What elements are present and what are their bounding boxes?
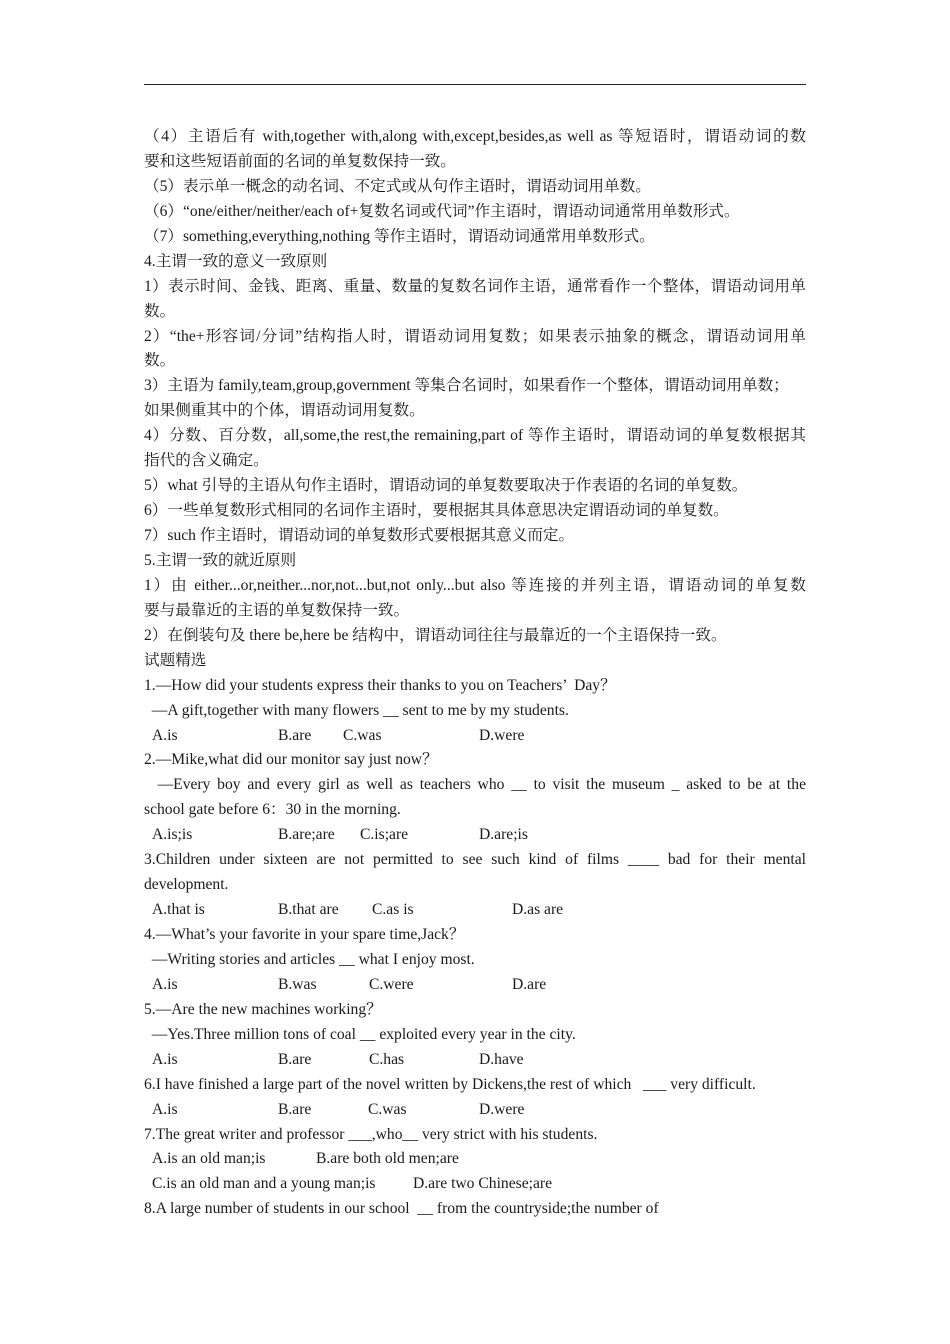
option-a: A.is [152, 1050, 178, 1068]
question-stem: 4.—What’s your favorite in your spare time,Jack？ [144, 926, 465, 943]
question-text: —Writing stories and articles __ what I enjoy most. [144, 950, 475, 968]
option-b: B.are [278, 1050, 312, 1068]
question-stem: 1.—How did your students express their thanks to you on Teachers’ Day？ [144, 676, 616, 694]
question-text: —Every boy and every girl as well as teachers who __ to visit the museum _ asked to be at the [144, 776, 806, 794]
option-c: C.is;are [360, 826, 409, 844]
text-line: 4）分数、百分数，all,some,the rest,the remaining,part of 等作主语时，谓语动词的单复数根据其 [144, 427, 806, 445]
option-a: A.is [152, 975, 178, 993]
option-b: B.are [278, 1100, 312, 1118]
question-text: —A gift,together with many flowers __ sent to me by my students. [144, 701, 569, 719]
section-heading: 4.主谓一致的意义一致原则 [144, 252, 328, 270]
answer-options [144, 724, 814, 749]
option-d: D.were [479, 726, 525, 744]
text-line: 要与最靠近的主语的单复数保持一致。 [144, 601, 410, 619]
question-stem: 5.—Are the new machines working？ [144, 1000, 382, 1018]
answer-options [144, 1098, 814, 1123]
option-d: D.have [479, 1050, 524, 1068]
text-line: （4）主语后有 with,together with,along with,except,besides,as well as 等短语时，谓语动词的数 [144, 128, 806, 145]
option-a: A.is [152, 726, 178, 744]
question-stem: 7.The great writer and professor ___,who__ very strict with his students. [144, 1125, 598, 1143]
answer-options [144, 1147, 814, 1172]
answer-options [144, 898, 814, 923]
option-b: B.was [278, 975, 317, 993]
text-line: 1）由 either...or,neither...nor,not...but,not only...but also 等连接的并列主语，谓语动词的单复数 [144, 576, 806, 594]
text-line: 1）表示时间、金钱、距离、重量、数量的复数名词作主语，通常看作一个整体，谓语动词用单 [144, 277, 806, 295]
option-b: B.are;are [278, 826, 335, 844]
question-stem: 2.—Mike,what did our monitor say just now？ [144, 751, 438, 769]
option-c: C.as is [372, 901, 414, 919]
option-d: D.are;is [479, 826, 528, 844]
option-a: A.is an old man;is [152, 1150, 266, 1168]
option-d: D.are [512, 975, 547, 993]
option-a: A.is;is [152, 826, 193, 844]
answer-options [144, 973, 814, 998]
option-b: B.are [278, 726, 312, 744]
option-c: C.is an old man and a young man;is [152, 1175, 376, 1193]
option-a: A.that is [152, 901, 205, 919]
text-line: 5）what 引导的主语从句作主语时，谓语动词的单复数要取决于作表语的名词的单复数。 [144, 477, 748, 495]
option-c: C.was [368, 1100, 407, 1118]
text-line: 要和这些短语前面的名词的单复数保持一致。 [144, 152, 456, 170]
answer-options [144, 1172, 814, 1197]
option-b: B.are both old men;are [316, 1150, 459, 1168]
text-line: （7）something,everything,nothing 等作主语时，谓语动词通常用单数形式。 [144, 227, 655, 245]
option-c: C.has [369, 1050, 405, 1068]
question-text: school gate before 6：30 in the morning. [144, 801, 401, 819]
answer-options [144, 823, 814, 848]
text-line: 指代的含义确定。 [144, 452, 269, 470]
document-body [144, 125, 814, 1222]
text-line: 3）主语为 family,team,group,government 等集合名词时，如果看作一个整体，谓语动词用单数； [144, 377, 789, 395]
header-rule [144, 84, 806, 85]
text-line: 数。 [144, 302, 176, 320]
question-text: —Yes.Three million tons of coal __ exploited every year in the city. [144, 1025, 576, 1043]
option-a: A.is [152, 1100, 178, 1118]
question-stem: 8.A large number of students in our school __ from the countryside;the number of [144, 1200, 659, 1218]
option-d: D.are two Chinese;are [413, 1175, 552, 1193]
section-heading: 试题精选 [144, 651, 207, 669]
option-b: B.that are [278, 901, 339, 919]
text-line: 6）一些单复数形式相同的名词作主语时，要根据其具体意思决定谓语动词的单复数。 [144, 502, 729, 520]
text-line: 7）such 作主语时，谓语动词的单复数形式要根据其意义而定。 [144, 527, 575, 544]
text-line: 2）在倒装句及 there be,here be 结构中，谓语动词往往与最靠近的一个主语保持一致。 [144, 626, 727, 644]
option-c: C.was [343, 726, 382, 744]
option-d: D.as are [512, 901, 564, 919]
question-stem: 6.I have finished a large part of the novel written by Dickens,the rest of which ___ very difficult. [144, 1075, 756, 1093]
section-heading: 5.主谓一致的就近原则 [144, 551, 297, 569]
answer-options [144, 1048, 814, 1073]
text-line: （5）表示单一概念的动名词、不定式或从句作主语时，谓语动词用单数。 [144, 177, 651, 195]
question-text: development. [144, 876, 229, 894]
option-d: D.were [479, 1100, 525, 1118]
option-c: C.were [369, 975, 414, 993]
text-line: 数。 [144, 352, 176, 370]
text-line: 如果侧重其中的个体，谓语动词用复数。 [144, 402, 425, 420]
text-line: （6）“one/either/neither/each of+复数名词或代词”作主语时，谓语动词通常用单数形式。 [144, 202, 740, 220]
question-stem: 3.Children under sixteen are not permitted to see such kind of films ____ bad for their mental [144, 851, 806, 869]
text-line: 2）“the+形容词/分词”结构指人时，谓语动词用复数；如果表示抽象的概念，谓语动词用单 [144, 327, 806, 345]
